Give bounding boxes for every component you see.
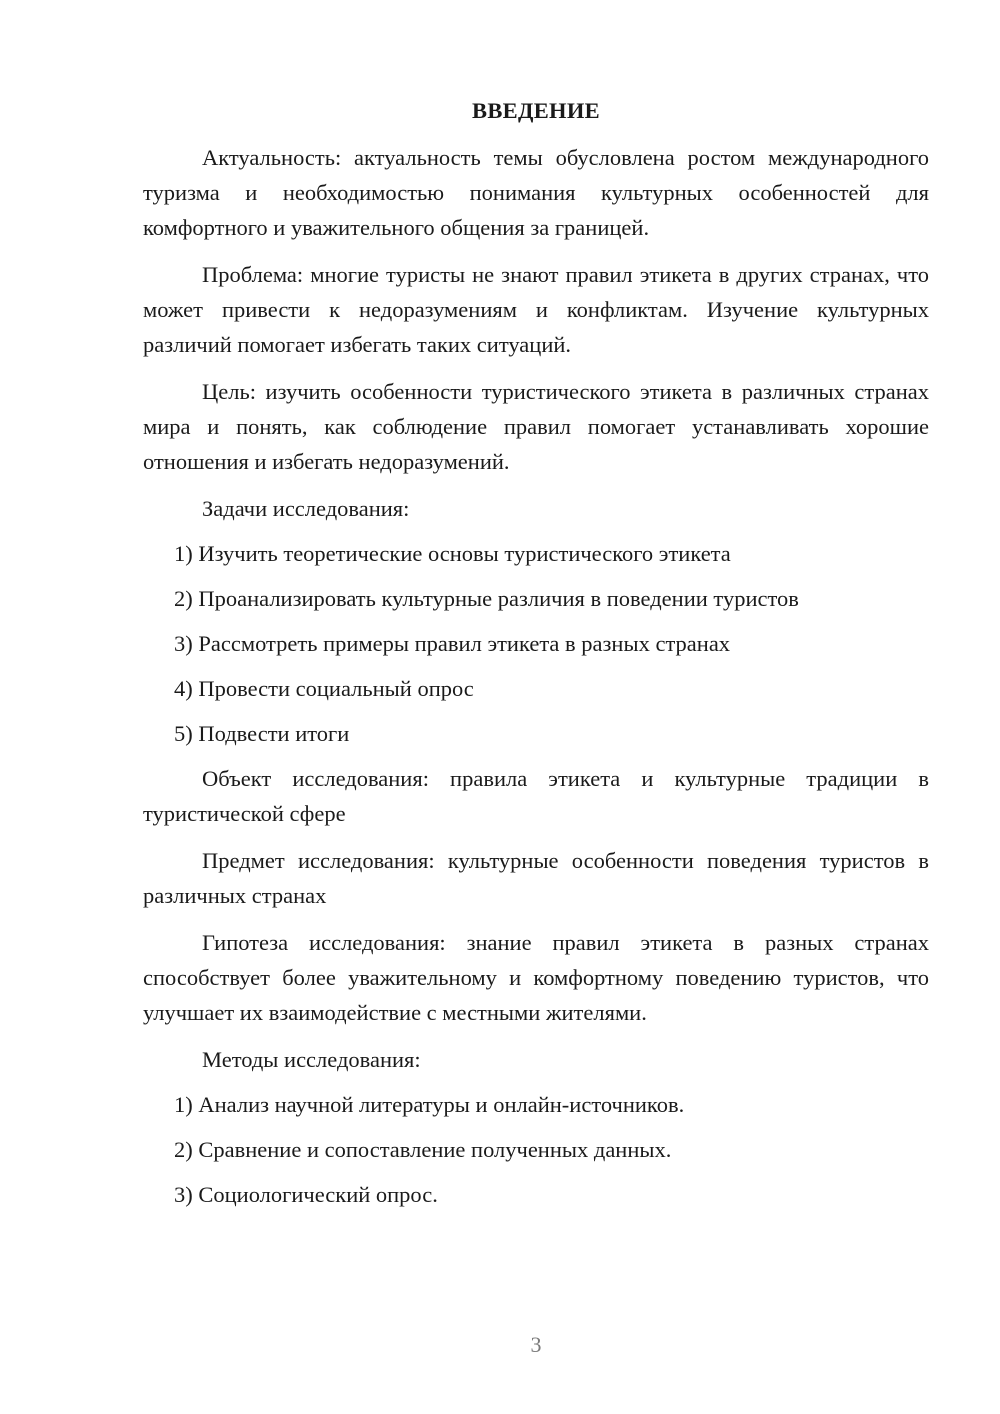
list-item: 2) Сравнение и сопоставление полученных данных. <box>174 1137 672 1162</box>
list-item: 3) Социологический опрос. <box>174 1182 438 1207</box>
list-item: 4) Провести социальный опрос <box>174 676 474 701</box>
relevance-paragraph: Актуальность: актуальность темы обусловлена ростом международного туризма и необходимостью понимания культурных особенностей для комфортного и уважительного общения за границей. <box>143 145 929 240</box>
page-content <box>143 93 929 1222</box>
list-item: 1) Анализ научной литературы и онлайн-источников. <box>174 1092 685 1117</box>
problem-paragraph: Проблема: многие туристы не знают правил этикета в других странах, что может привести к недоразумениям и конфликтам. Изучение культурных различий помогает избегать таких ситуаций. <box>143 262 929 357</box>
subject-paragraph: Предмет исследования: культурные особенности поведения туристов в различных странах <box>143 848 929 908</box>
methods-list <box>143 1087 929 1212</box>
list-item: 2) Проанализировать культурные различия в поведении туристов <box>174 586 799 611</box>
tasks-list <box>143 536 929 751</box>
page-title: ВВЕДЕНИЕ <box>472 98 600 123</box>
page-number: 3 <box>530 1332 542 1357</box>
hypothesis-paragraph: Гипотеза исследования: знание правил этикета в разных странах способствует более уважительному и комфортному поведению туристов, что улучшает их взаимодействие с местными жителями. <box>143 930 929 1025</box>
object-paragraph: Объект исследования: правила этикета и культурные традиции в туристической сфере <box>143 766 929 826</box>
tasks-heading: Задачи исследования: <box>202 496 410 521</box>
methods-heading: Методы исследования: <box>202 1047 421 1072</box>
goal-paragraph: Цель: изучить особенности туристического этикета в различных странах мира и понять, как соблюдение правил помогает устанавливать хорошие отношения и избегать недоразумений. <box>143 379 929 474</box>
list-item: 3) Рассмотреть примеры правил этикета в разных странах <box>174 631 731 656</box>
list-item: 1) Изучить теоретические основы туристического этикета <box>174 541 731 566</box>
list-item: 5) Подвести итоги <box>174 721 350 746</box>
